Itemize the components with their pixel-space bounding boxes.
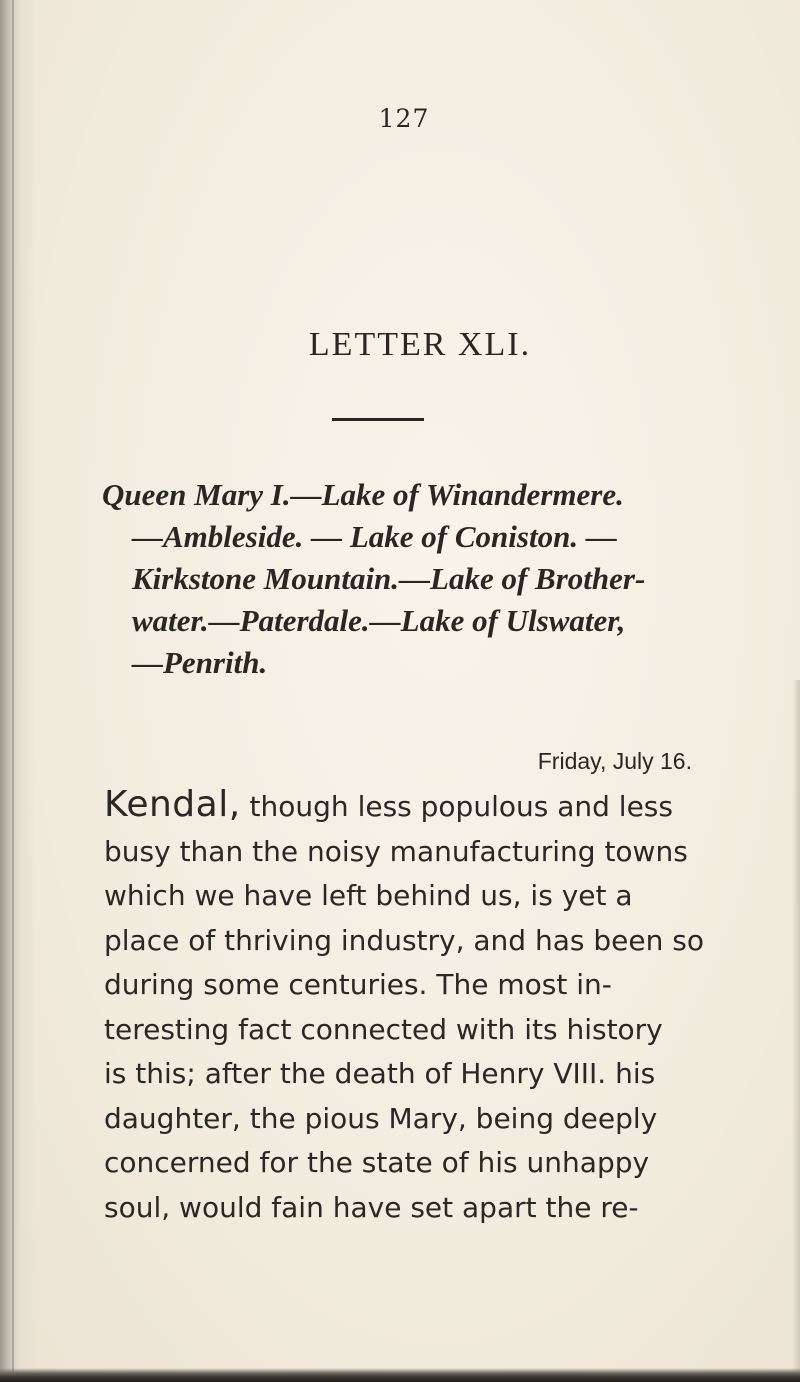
body-line (104, 783, 704, 830)
heading-divider (332, 418, 424, 421)
body-line: which we have left behind us, is yet a (104, 879, 633, 912)
letter-heading: LETTER XLI. (308, 326, 532, 363)
body-line: during some centuries. The most in- (104, 968, 612, 1001)
body-line: place of thriving industry, and has been so (104, 923, 704, 957)
right-page-edge (792, 680, 800, 1380)
body-line: busy than the noisy manufacturing towns (104, 834, 688, 868)
summary-line: Queen Mary I.—Lake of Winandermere. (102, 477, 624, 512)
dateline: Friday, July 16. (537, 748, 692, 774)
body-line: concerned for the state of his unhappy (104, 1146, 650, 1179)
summary-line: Kirkstone Mountain.—Lake of Brother- (132, 561, 646, 596)
body-line: soul, would fain have set apart the re- (104, 1190, 639, 1224)
summary-line: —Ambleside. — Lake of Coniston. — (132, 519, 617, 554)
body-line: teresting fact connected with its history (104, 1012, 663, 1046)
body-line-text: though less populous and less (240, 790, 673, 823)
summary-line: —Penrith. (132, 645, 268, 680)
bottom-page-edge (0, 1368, 800, 1382)
opening-word: Kendal, (104, 784, 241, 825)
body-line: is this; after the death of Henry VIII. his (104, 1057, 656, 1090)
binding-edge-line (12, 0, 14, 1382)
page-number: 127 (378, 104, 430, 133)
body-paragraph (104, 783, 704, 1230)
page-binding-shadow (0, 0, 36, 1382)
body-line: daughter, the pious Mary, being deeply (104, 1101, 658, 1135)
summary-line: water.—Paterdale.—Lake of Ulswater, (132, 603, 626, 638)
chapter-summary (102, 474, 712, 684)
